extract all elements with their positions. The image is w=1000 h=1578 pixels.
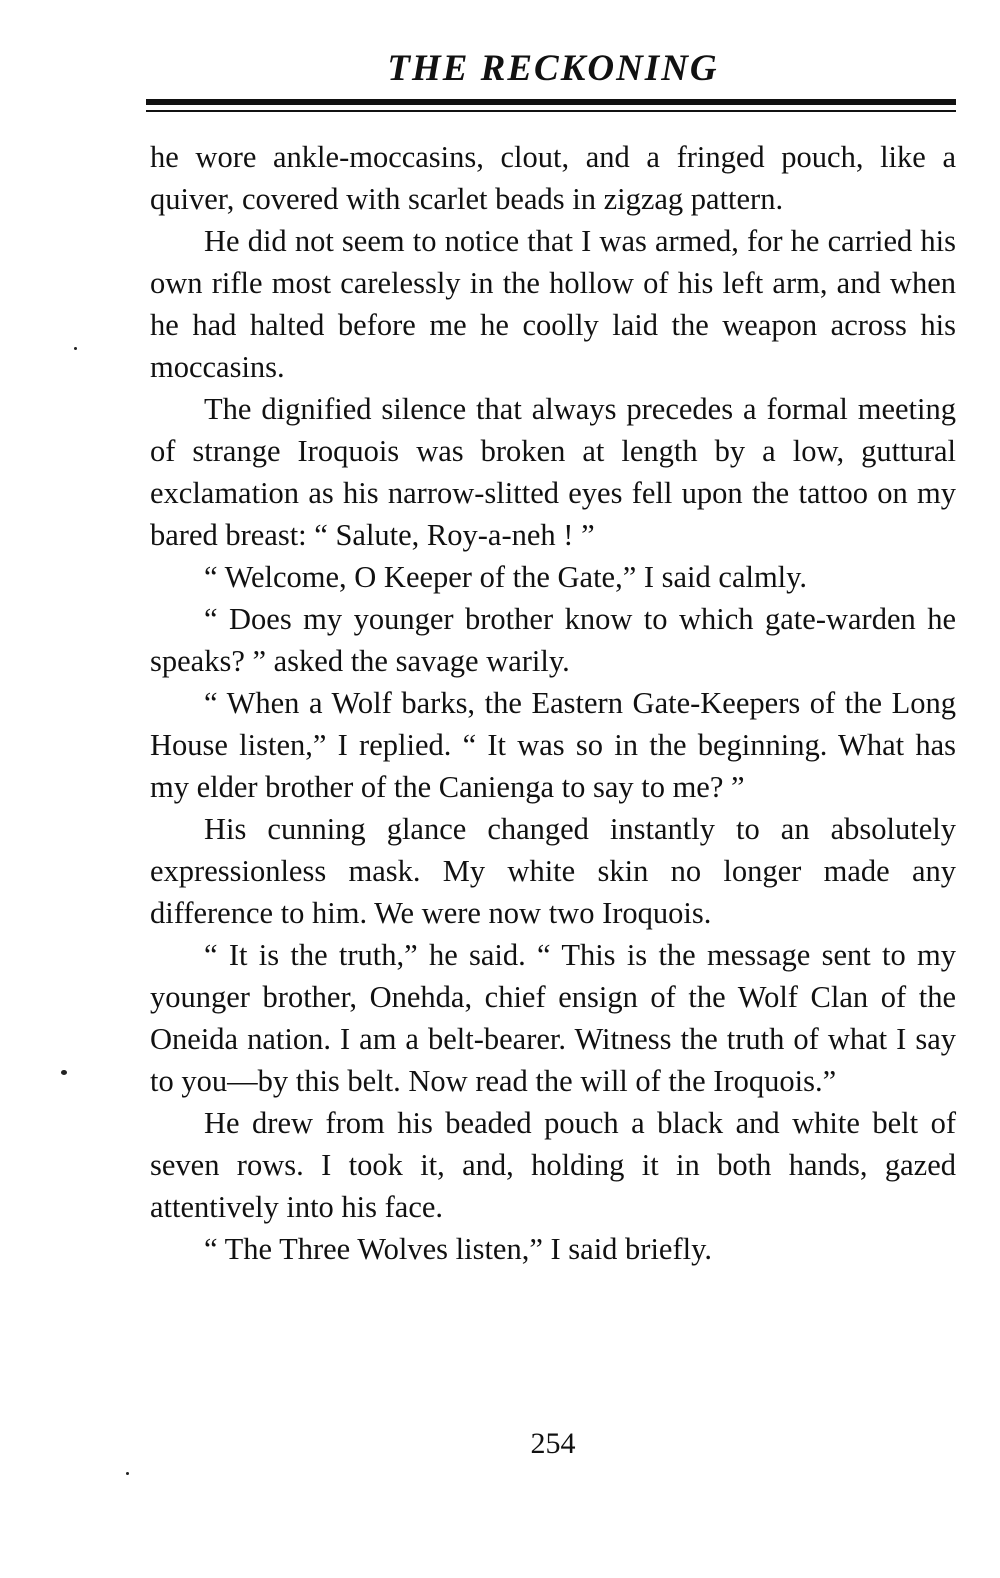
paragraph: “ Welcome, O Keeper of the Gate,” I said calmly.	[204, 560, 808, 594]
book-page	[150, 0, 956, 1578]
paragraph: The dignified silence that always precedes a formal meeting of strange Iroquois was broken at length by a low, guttural exclamation as his narrow-slitted eyes fell upon the tattoo on my bared breast: “ Salute, Roy-a-neh ! ”	[150, 392, 956, 552]
running-title: THE RECKONING	[387, 48, 719, 89]
paragraph: His cunning glance changed instantly to an absolutely expressionless mask. My white skin no longer made any difference to him. We were now two Iroquois.	[150, 812, 956, 930]
body-text	[150, 136, 956, 1270]
paragraph: “ Does my younger brother know to which gate-warden he speaks? ” asked the savage warily.	[150, 602, 956, 678]
paragraph: He drew from his beaded pouch a black and white belt of seven rows. I took it, and, holding it in both hands, gazed attentively into his face.	[150, 1106, 956, 1224]
paragraph: “ The Three Wolves listen,” I said briefly.	[204, 1232, 712, 1266]
ink-speck	[74, 347, 77, 350]
ink-speck	[126, 1472, 129, 1475]
ink-speck	[61, 1070, 67, 1075]
header-rule-thick	[146, 99, 956, 105]
header-rule-thin	[146, 110, 956, 112]
paragraph: “ When a Wolf barks, the Eastern Gate-Keepers of the Long House listen,” I replied. “ It was so in the beginning. What has my elder brother of the Canienga to say to me? ”	[150, 686, 956, 804]
page-number: 254	[530, 1427, 576, 1460]
paragraph: He did not seem to notice that I was armed, for he carried his own rifle most carelessly in the hollow of his left arm, and when he had halted before me he coolly laid the weapon across his moccasins.	[150, 224, 956, 384]
paragraph: “ It is the truth,” he said. “ This is the message sent to my younger brother, Onehda, chief ensign of the Wolf Clan of the Oneida nation. I am a belt-bearer. Witness the truth of what I say to you—by this belt. Now read the will of the Iroquois.”	[150, 938, 956, 1098]
paragraph: he wore ankle-moccasins, clout, and a fringed pouch, like a quiver, covered with scarlet beads in zigzag pattern.	[150, 140, 956, 216]
